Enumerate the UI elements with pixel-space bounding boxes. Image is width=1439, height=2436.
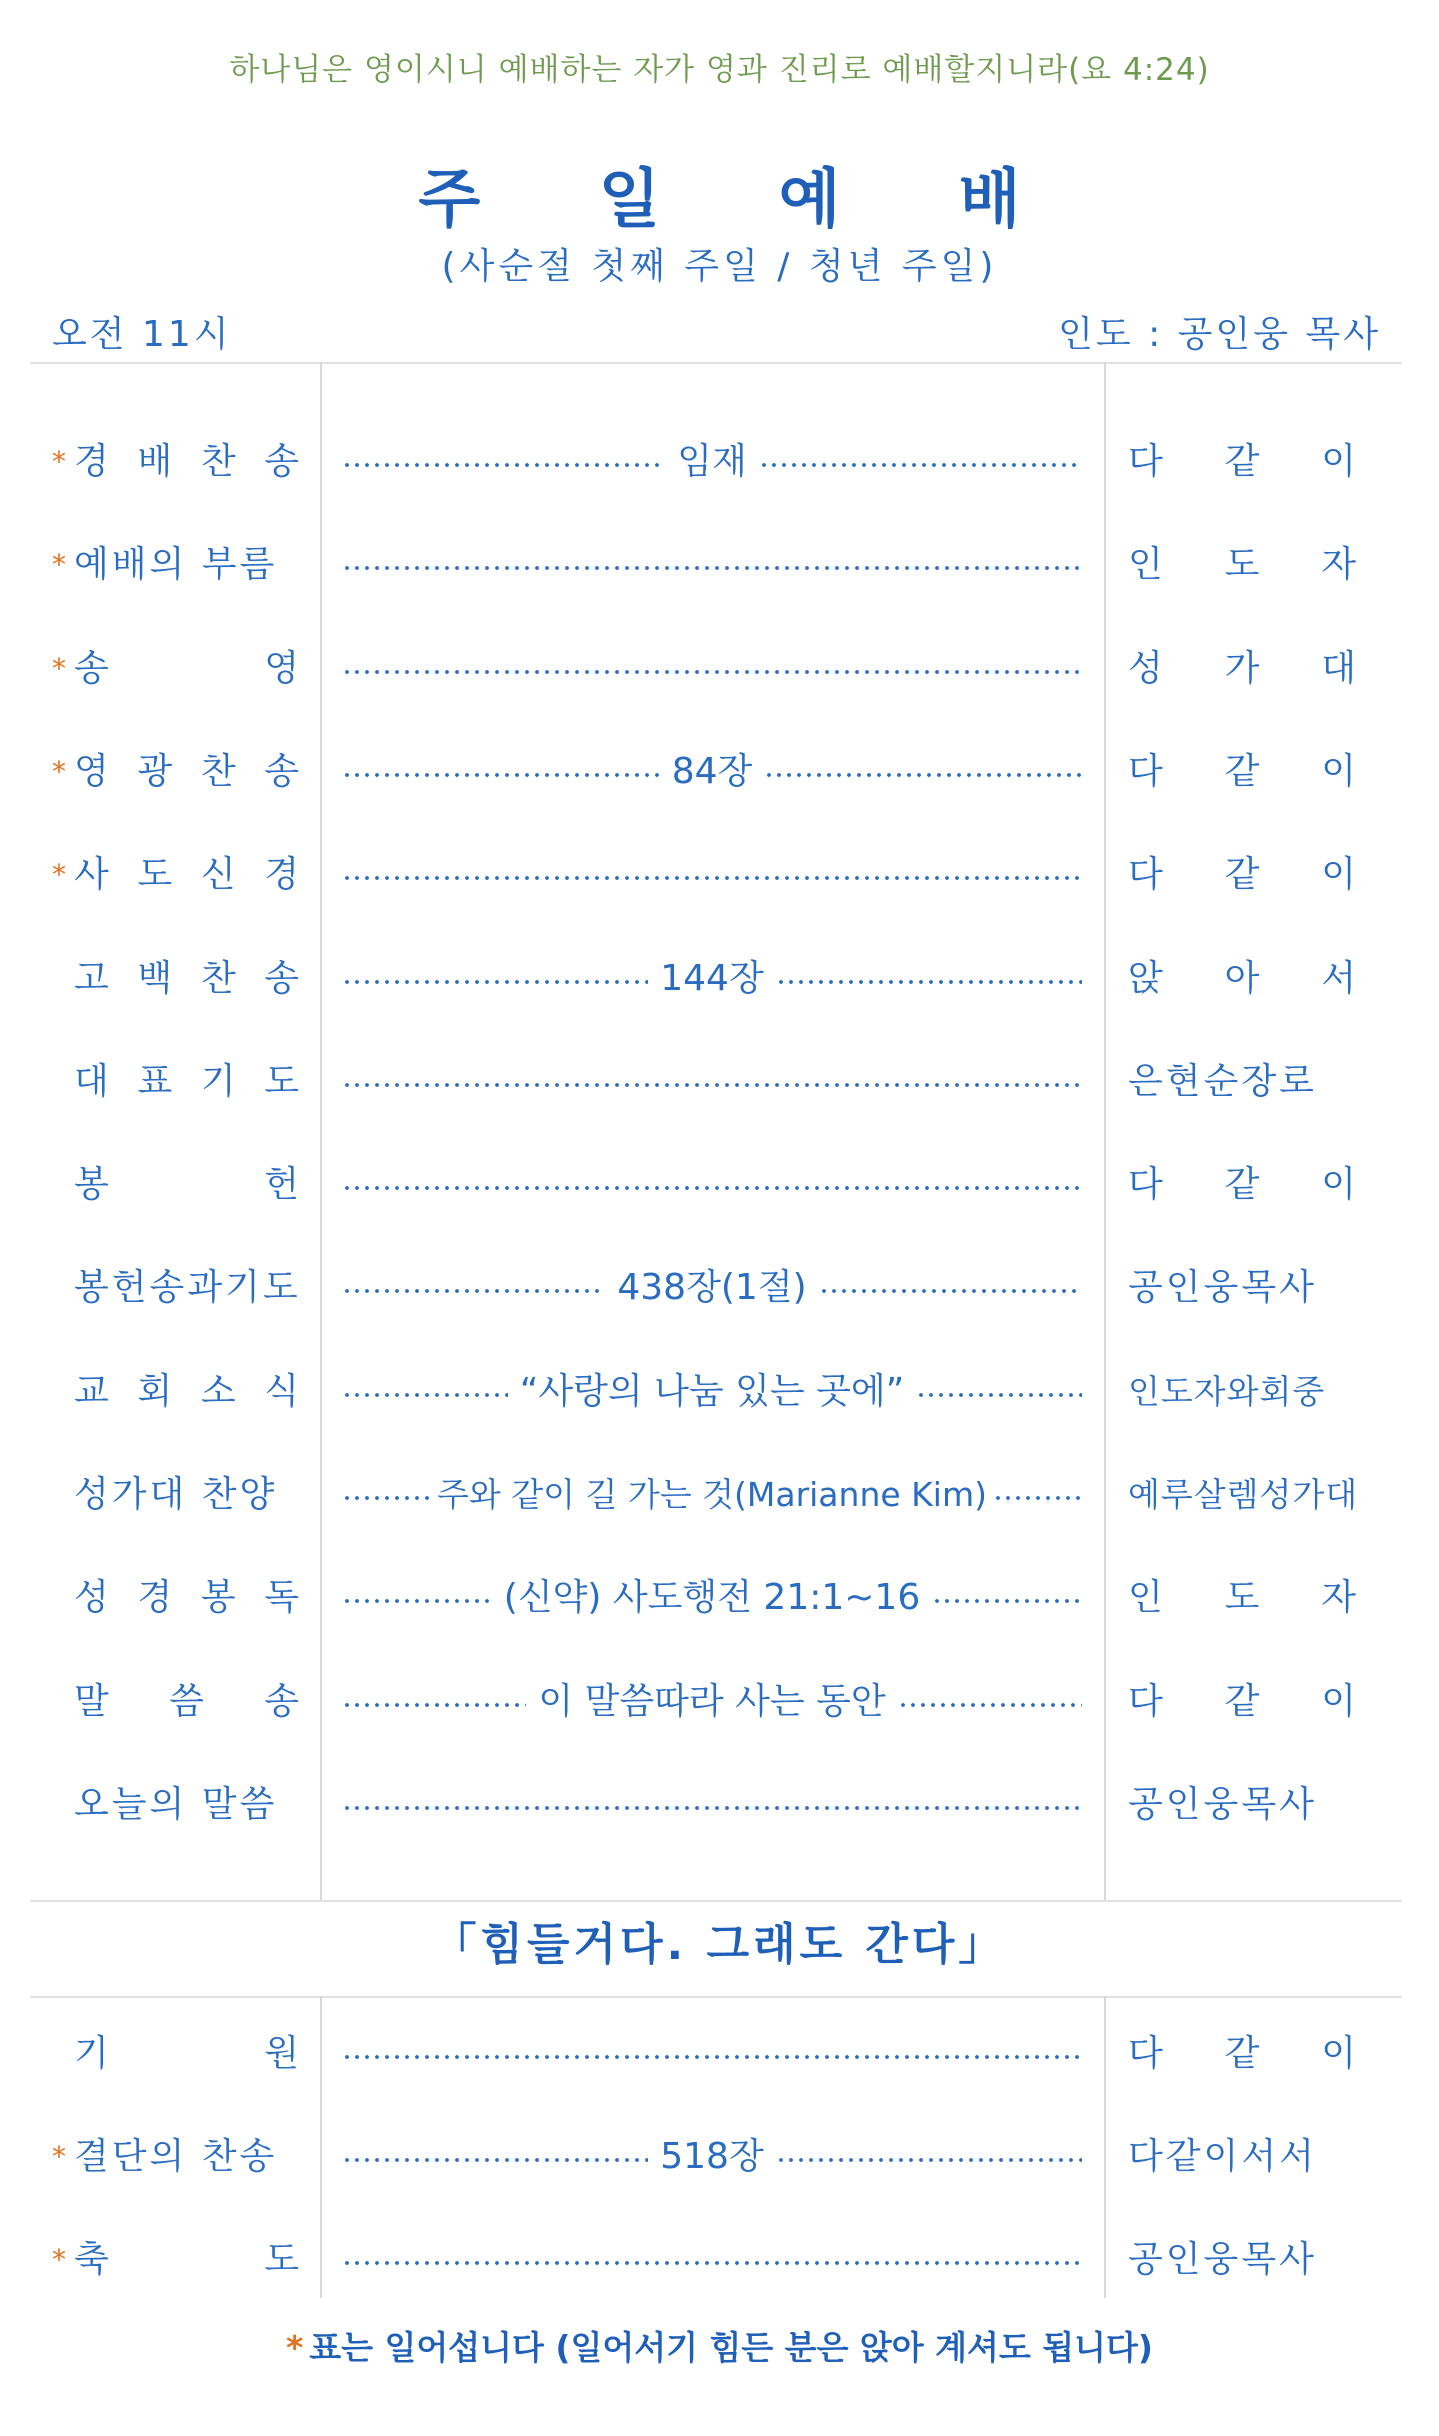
item-detail xyxy=(342,2024,1082,2084)
char: 앉 xyxy=(1128,957,1163,999)
dot-leader xyxy=(342,978,648,986)
standing-star-icon: * xyxy=(52,2140,66,2173)
dot-leader xyxy=(342,1287,605,1295)
char: 다 xyxy=(1128,750,1163,792)
item-performer: 인도자와회중 xyxy=(1128,1371,1326,1411)
item-performer xyxy=(1128,2024,1356,2084)
order-row xyxy=(0,639,1439,699)
char: 기 xyxy=(74,2033,109,2074)
char: 인 xyxy=(1128,1577,1163,1619)
order-row xyxy=(0,742,1439,802)
dot-leader xyxy=(342,2156,648,2164)
item-performer: 예루살렘성가대 xyxy=(1128,1475,1359,1514)
dot-leader xyxy=(342,1804,1082,1812)
item-performer xyxy=(1128,1568,1356,1628)
item-name xyxy=(74,1672,299,1732)
item-name: 성가대 찬양 xyxy=(74,1474,278,1515)
item-detail xyxy=(342,1155,1082,1215)
item-performer xyxy=(1128,1672,1356,1732)
item-detail xyxy=(342,1465,1082,1525)
item-detail-text: 주와 같이 길 가는 것(Marianne Kim) xyxy=(437,1475,987,1514)
item-name xyxy=(74,1568,299,1628)
item-performer xyxy=(1128,535,1356,595)
item-performer: 공인웅목사 xyxy=(1128,1783,1317,1825)
item-name xyxy=(74,2230,299,2290)
char: 찬 xyxy=(200,441,236,482)
char: 다 xyxy=(1128,441,1163,482)
char: 사 xyxy=(74,854,109,896)
char: 성 xyxy=(74,1577,109,1619)
char: 송 xyxy=(264,957,299,999)
char: 씀 xyxy=(169,1680,204,1722)
item-performer: 은현순장로 xyxy=(1128,1060,1317,1102)
order-row xyxy=(0,1672,1439,1732)
item-performer xyxy=(1128,1155,1356,1215)
char: 가 xyxy=(1224,647,1260,689)
char: 도 xyxy=(137,854,173,896)
item-performer: 공인웅목사 xyxy=(1128,2239,1317,2280)
char: 같 xyxy=(1224,1164,1260,1206)
char: 찬 xyxy=(200,957,236,999)
char: 다 xyxy=(1128,854,1163,896)
order-row xyxy=(0,2127,1439,2187)
char: 도 xyxy=(264,1060,299,1102)
item-performer: 다같이서서 xyxy=(1128,2136,1317,2177)
dot-leader xyxy=(342,874,1082,882)
item-name xyxy=(74,949,299,1009)
standing-note xyxy=(0,2322,1439,2369)
char: 회 xyxy=(137,1370,173,1412)
char: 자 xyxy=(1321,544,1356,586)
scripture-verse: 하나님은 영이시니 예배하는 자가 영과 진리로 예배할지니라(요 4:24) xyxy=(229,52,1210,88)
char: 다 xyxy=(1128,2033,1163,2074)
dot-leader xyxy=(342,1597,492,1605)
item-name xyxy=(74,1362,299,1422)
order-row xyxy=(0,1052,1439,1112)
order-row xyxy=(0,432,1439,492)
char: 같 xyxy=(1224,854,1260,896)
char: 이 xyxy=(1321,854,1356,896)
char: 이 xyxy=(1321,750,1356,792)
char: 표 xyxy=(137,1060,173,1102)
char: 경 xyxy=(137,1577,173,1619)
service-time: 오전 11시 xyxy=(52,314,232,355)
dot-leader xyxy=(342,668,1082,676)
item-name xyxy=(74,845,299,905)
order-row xyxy=(0,2024,1439,2084)
char: 영 xyxy=(264,647,299,689)
item-detail xyxy=(342,639,1082,699)
order-row xyxy=(0,949,1439,1009)
middle-divider xyxy=(30,1900,1402,1902)
standing-star-icon: * xyxy=(52,2243,66,2276)
item-detail xyxy=(342,1052,1082,1112)
char: 자 xyxy=(1321,1577,1356,1619)
char: 고 xyxy=(74,957,109,999)
char: 신 xyxy=(200,854,236,896)
char: 송 xyxy=(74,647,109,689)
dot-leader xyxy=(342,1184,1082,1192)
char: 독 xyxy=(264,1577,299,1619)
char: 말 xyxy=(74,1680,109,1722)
order-row xyxy=(0,845,1439,905)
char: 이 xyxy=(1321,1164,1356,1206)
char: 헌 xyxy=(264,1164,299,1206)
item-name: 예배의 부름 xyxy=(74,544,278,586)
standing-note-text: 표는 일어섭니다 (일어서기 힘든 분은 앉아 계셔도 됩니다) xyxy=(309,2328,1154,2367)
item-name: 오늘의 말씀 xyxy=(74,1783,278,1825)
dot-leader xyxy=(342,2259,1082,2267)
item-detail-text: 임재 xyxy=(677,441,747,482)
char: 같 xyxy=(1224,441,1260,482)
char: 송 xyxy=(264,750,299,792)
item-detail-text: (신약) 사도행전 21:1~16 xyxy=(503,1577,921,1619)
char: 서 xyxy=(1321,957,1356,999)
dot-leader xyxy=(342,564,1082,572)
standing-star-icon: * xyxy=(52,651,66,685)
item-detail xyxy=(342,949,1082,1009)
char: 이 xyxy=(1321,2033,1356,2074)
order-row xyxy=(0,1775,1439,1835)
char: 광 xyxy=(137,750,173,792)
item-performer xyxy=(1128,845,1356,905)
dot-leader xyxy=(932,1597,1082,1605)
char: 기 xyxy=(200,1060,236,1102)
dot-leader xyxy=(342,771,660,779)
item-name: 결단의 찬송 xyxy=(74,2136,278,2177)
item-detail-text: 144장 xyxy=(660,957,764,999)
item-detail-text: 518장 xyxy=(660,2136,764,2177)
dot-leader xyxy=(898,1701,1082,1709)
top-divider xyxy=(30,362,1402,364)
item-name xyxy=(74,1052,299,1112)
char: 축 xyxy=(74,2239,109,2280)
item-detail xyxy=(342,1775,1082,1835)
dot-leader xyxy=(819,1287,1082,1295)
standing-star-icon: * xyxy=(285,2328,304,2367)
dot-leader xyxy=(342,1701,526,1709)
item-detail-text: 438장(1절) xyxy=(617,1267,807,1309)
char: 아 xyxy=(1224,957,1260,999)
item-detail xyxy=(342,1568,1082,1628)
char: 이 xyxy=(1321,1680,1356,1722)
char: 소 xyxy=(200,1370,236,1412)
item-name: 봉헌송과기도 xyxy=(74,1267,301,1309)
char: 같 xyxy=(1224,1680,1260,1722)
char: 봉 xyxy=(74,1164,109,1206)
char: 백 xyxy=(137,957,173,999)
order-row xyxy=(0,1258,1439,1318)
char: 찬 xyxy=(200,750,236,792)
char: 교 xyxy=(74,1370,109,1412)
dot-leader xyxy=(993,1494,1082,1502)
item-performer xyxy=(1128,639,1356,699)
dot-leader xyxy=(916,1391,1082,1399)
item-detail xyxy=(342,1672,1082,1732)
char: 다 xyxy=(1128,1164,1163,1206)
item-detail xyxy=(342,1258,1082,1318)
item-detail xyxy=(342,1362,1082,1422)
dot-leader xyxy=(776,2156,1082,2164)
service-leader: 인도 : 공인웅 목사 xyxy=(1058,314,1381,355)
item-name xyxy=(74,432,299,492)
order-row xyxy=(0,2230,1439,2290)
order-row xyxy=(0,1155,1439,1215)
dot-leader xyxy=(342,461,665,469)
dot-leader xyxy=(776,978,1082,986)
sermon-divider xyxy=(30,1996,1402,1998)
item-name xyxy=(74,1155,299,1215)
page-title: 주 일 예 배 xyxy=(418,163,1069,237)
order-row xyxy=(0,1465,1439,1525)
item-detail-text: 84장 xyxy=(671,750,753,792)
dot-leader xyxy=(342,1081,1082,1089)
char: 경 xyxy=(74,441,109,482)
item-detail xyxy=(342,742,1082,802)
item-name xyxy=(74,742,299,802)
item-detail xyxy=(342,432,1082,492)
char: 도 xyxy=(1224,544,1260,586)
char: 도 xyxy=(264,2239,299,2280)
dot-leader xyxy=(759,461,1082,469)
char: 대 xyxy=(1321,647,1356,689)
item-performer: 공인웅목사 xyxy=(1128,1267,1317,1309)
dot-leader xyxy=(342,2053,1082,2061)
item-detail xyxy=(342,2230,1082,2290)
item-performer xyxy=(1128,949,1356,1009)
standing-star-icon: * xyxy=(52,548,66,582)
char: 봉 xyxy=(200,1577,236,1619)
char: 대 xyxy=(74,1060,109,1102)
char: 식 xyxy=(264,1370,299,1412)
dot-leader xyxy=(342,1494,431,1502)
dot-leader xyxy=(764,771,1082,779)
sermon-title: 「힘들거다. 그래도 간다」 xyxy=(432,1919,1007,1970)
char: 도 xyxy=(1224,1577,1260,1619)
char: 송 xyxy=(264,441,299,482)
order-row xyxy=(0,535,1439,595)
char: 인 xyxy=(1128,544,1163,586)
item-detail-text: “사랑의 나눔 있는 곳에” xyxy=(519,1370,905,1412)
item-detail xyxy=(342,2127,1082,2187)
char: 배 xyxy=(137,441,173,482)
char: 송 xyxy=(264,1680,299,1722)
standing-star-icon: * xyxy=(52,445,66,478)
item-performer xyxy=(1128,742,1356,802)
order-row xyxy=(0,1362,1439,1422)
page-subtitle: (사순절 첫째 주일 / 청년 주일) xyxy=(441,246,998,287)
item-name xyxy=(74,639,299,699)
char: 성 xyxy=(1128,647,1163,689)
char: 같 xyxy=(1224,750,1260,792)
char: 영 xyxy=(74,750,109,792)
char: 다 xyxy=(1128,1680,1163,1722)
standing-star-icon: * xyxy=(52,754,66,788)
item-name xyxy=(74,2024,299,2084)
dot-leader xyxy=(342,1391,508,1399)
item-performer xyxy=(1128,432,1356,492)
char: 이 xyxy=(1321,441,1356,482)
item-detail-text: 이 말씀따라 사는 동안 xyxy=(538,1680,886,1722)
char: 원 xyxy=(264,2033,299,2074)
item-detail xyxy=(342,535,1082,595)
char: 같 xyxy=(1224,2033,1260,2074)
item-detail xyxy=(342,845,1082,905)
standing-star-icon: * xyxy=(52,858,66,892)
char: 경 xyxy=(264,854,299,896)
order-row xyxy=(0,1568,1439,1628)
